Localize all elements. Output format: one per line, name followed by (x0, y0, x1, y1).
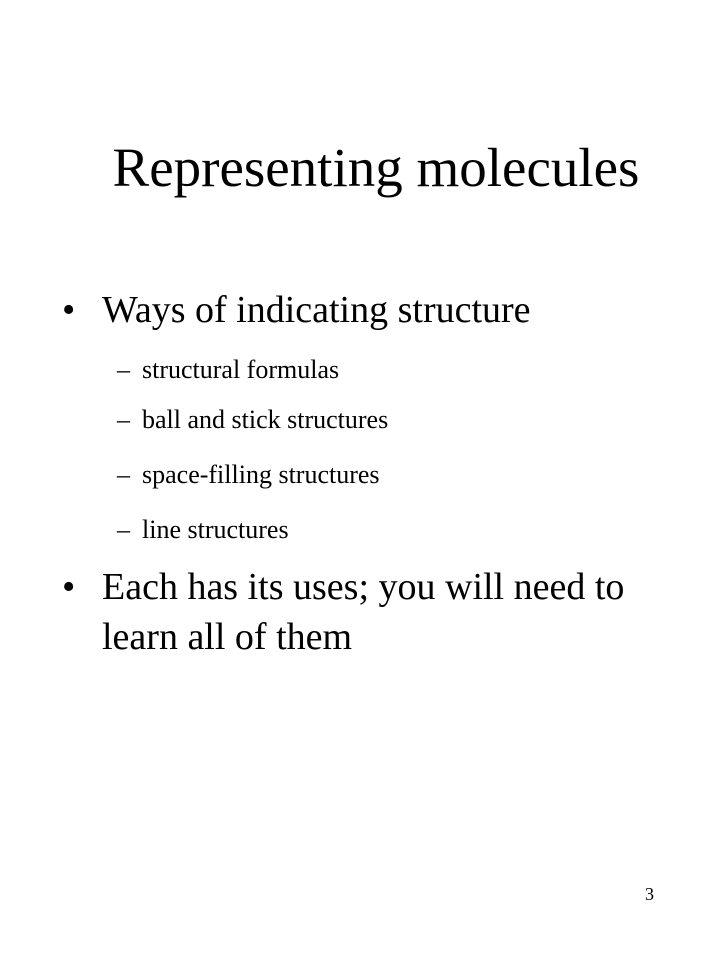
bullet-text: Each has its uses; you will need to learn all of them (102, 566, 625, 658)
sub-bullet-text: line structures (142, 515, 289, 544)
bullet-text: Ways of indicating structure (102, 289, 531, 331)
sub-bullet-item (62, 455, 380, 495)
sub-bullet-text: space-filling structures (142, 460, 380, 489)
dash-marker: – (117, 460, 130, 489)
bullet-item (62, 562, 682, 662)
sub-bullet-item (62, 350, 339, 390)
sub-bullet-item (62, 510, 289, 550)
sub-bullet-text: structural formulas (142, 355, 340, 384)
sub-bullet-text: ball and stick structures (142, 405, 389, 434)
sub-bullet-item (62, 400, 388, 440)
page-number: 3 (645, 884, 654, 904)
bullet-marker: • (62, 566, 76, 608)
dash-marker: – (117, 355, 130, 384)
slide-title: Representing molecules (112, 137, 640, 198)
bullet-item (62, 285, 682, 335)
dash-marker: – (117, 405, 130, 434)
bullet-marker: • (62, 289, 76, 331)
dash-marker: – (117, 515, 130, 544)
